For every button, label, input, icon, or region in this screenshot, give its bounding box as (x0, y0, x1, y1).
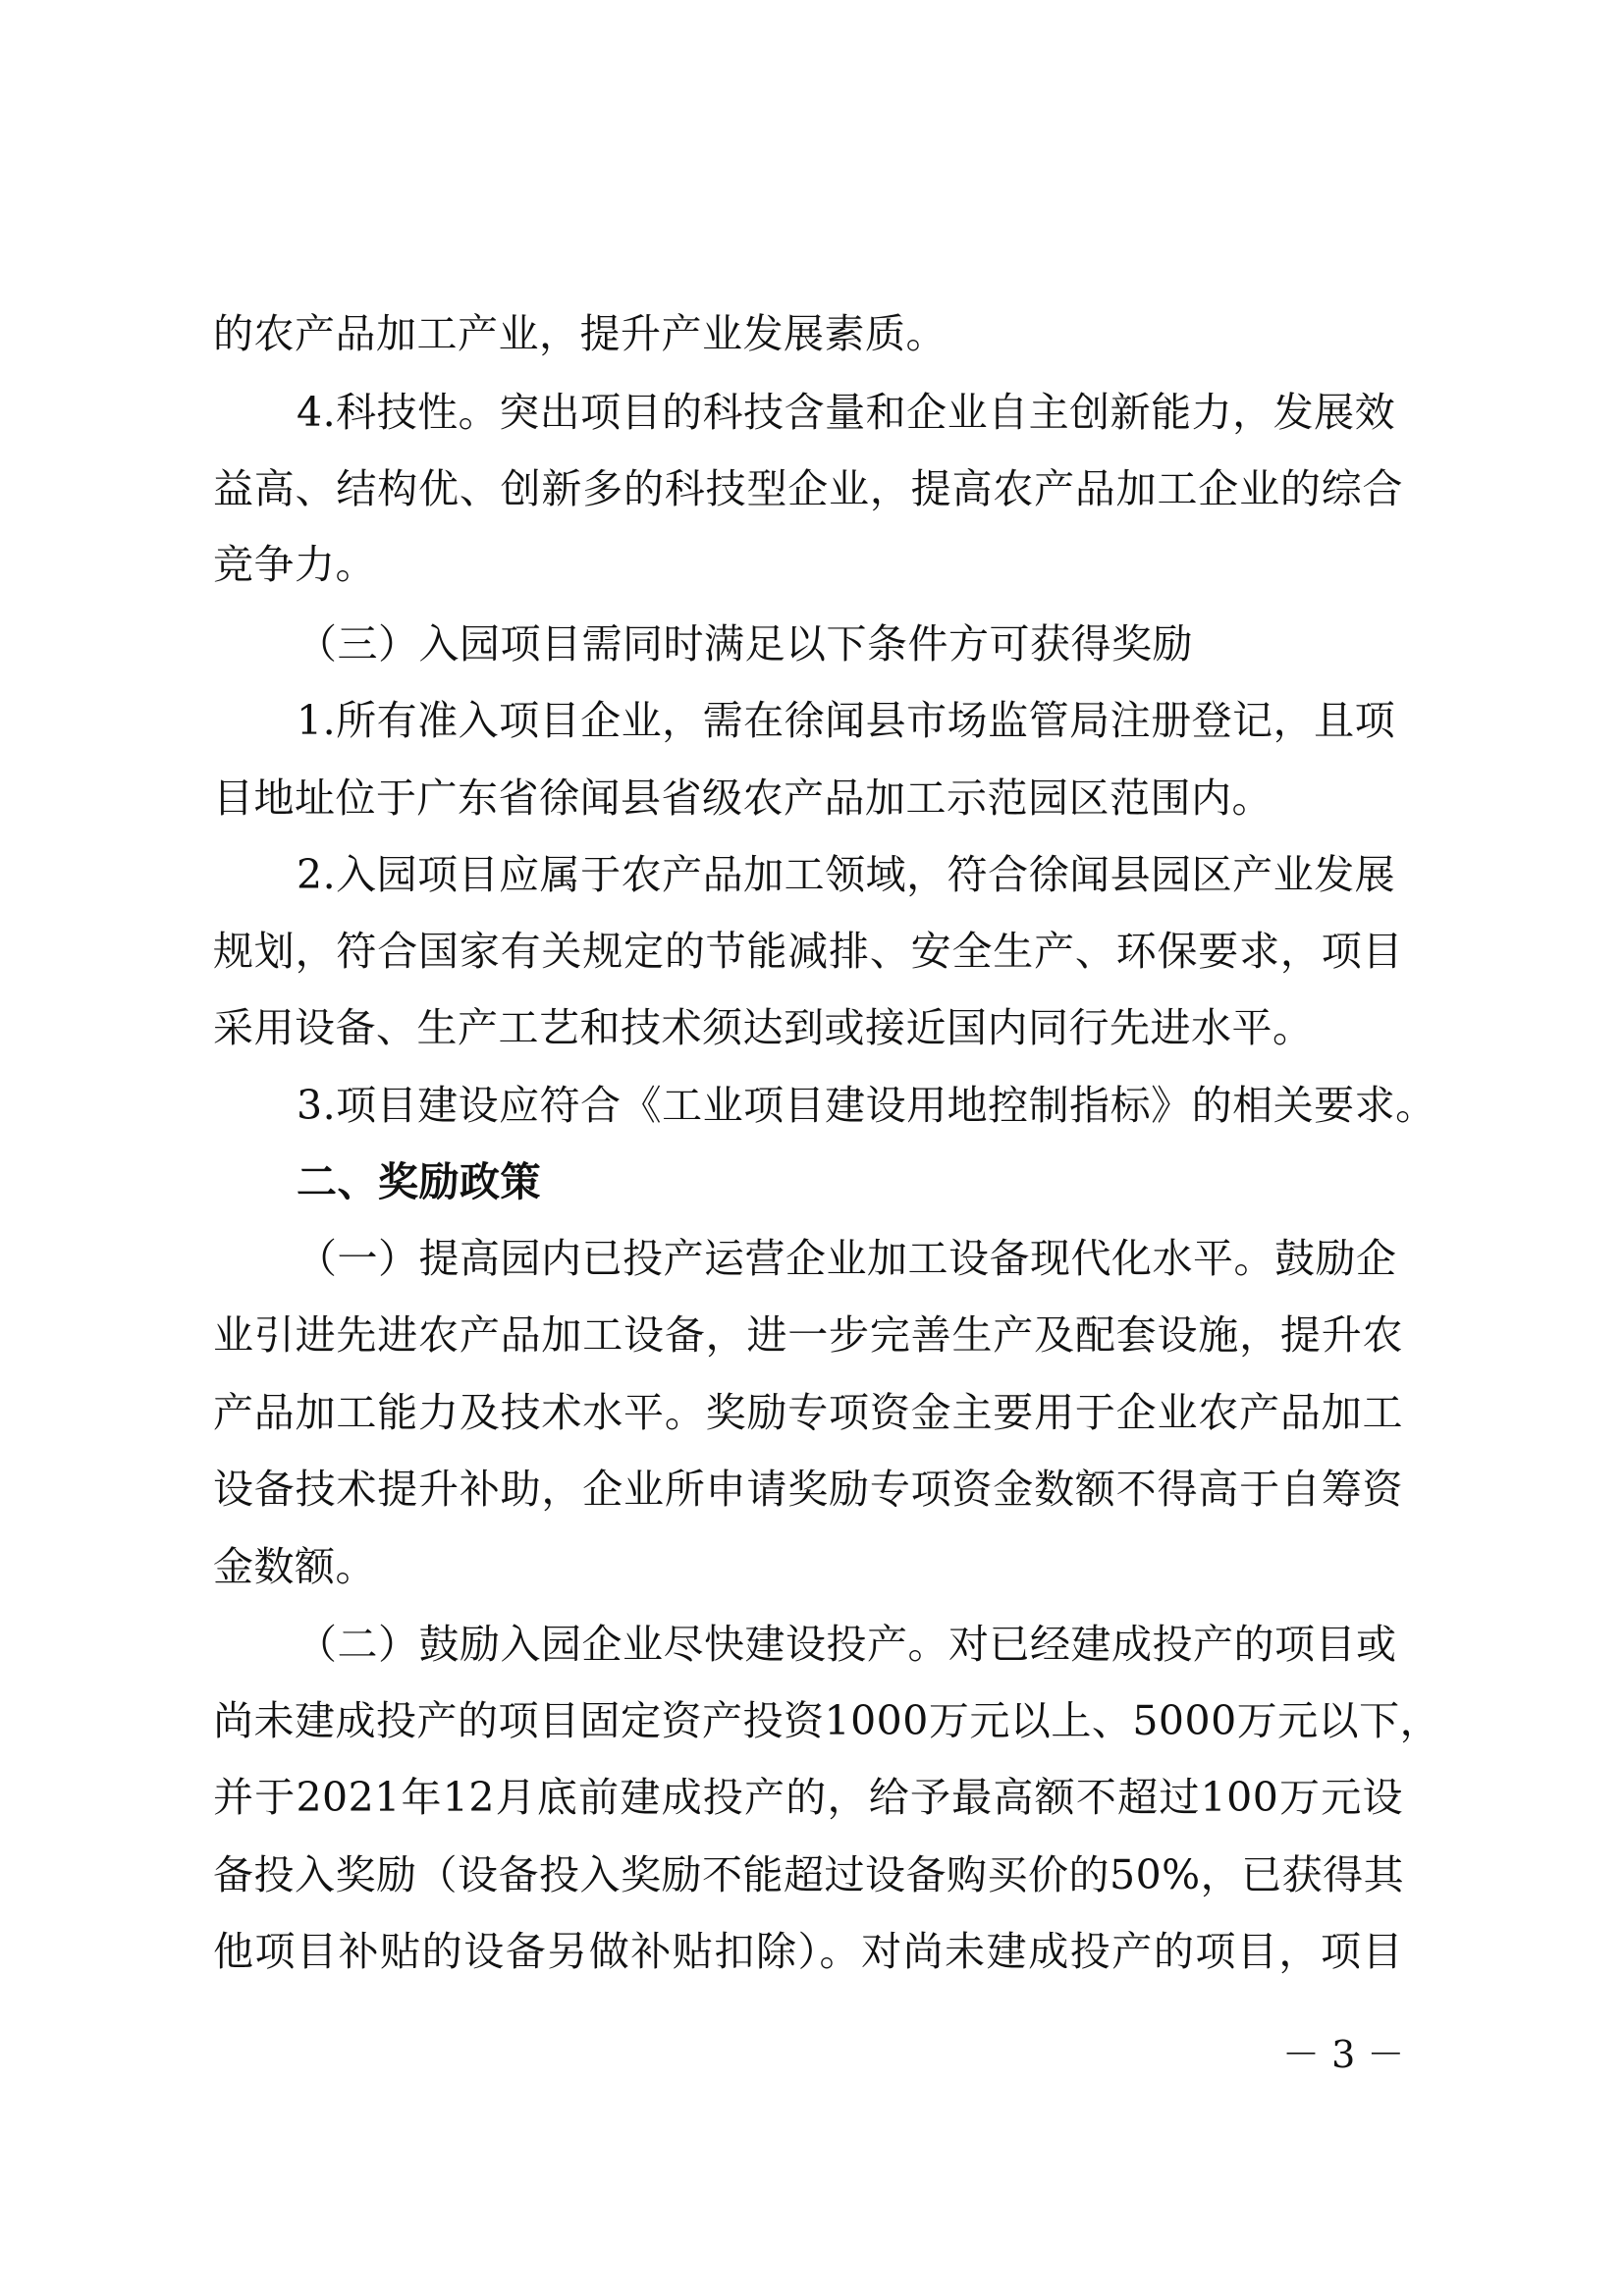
paragraph-line: 竞争力。 (213, 541, 376, 588)
paragraph-line: 目地址位于广东省徐闻县省级农产品加工示范园区范围内。 (213, 774, 1272, 822)
paragraph-line: 业引进先进农产品加工设备，进一步完善生产及配套设施，提升农 (213, 1311, 1403, 1359)
paragraph-line: 采用设备、生产工艺和技术须达到或接近国内同行先进水平。 (213, 1004, 1314, 1051)
paragraph-line: 规划，符合国家有关规定的节能减排、安全生产、环保要求，项目 (213, 928, 1403, 975)
paragraph-line: 1.所有准入项目企业，需在徐闻县市场监管局注册登记，且项 (297, 697, 1396, 744)
paragraph-line: 备投入奖励（设备投入奖励不能超过设备购买价的50%，已获得其 (213, 1851, 1405, 1898)
section-subheading: （三）入园项目需同时满足以下条件方可获得奖励 (297, 620, 1193, 667)
page-number: － 3 － (1282, 2033, 1405, 2076)
paragraph-line: 2.入园项目应属于农产品加工领域，符合徐闻县园区产业发展 (297, 851, 1396, 898)
paragraph-line: 他项目补贴的设备另做补贴扣除）。对尚未建成投产的项目，项目 (213, 1928, 1403, 1975)
paragraph-line: 并于2021年12月底前建成投产的，给予最高额不超过100万元设 (213, 1774, 1403, 1821)
paragraph-line: 金数额。 (213, 1543, 376, 1590)
paragraph-line: 产品加工能力及技术水平。奖励专项资金主要用于企业农产品加工 (213, 1389, 1403, 1436)
paragraph-line: 3.项目建设应符合《工业项目建设用地控制指标》的相关要求。 (297, 1082, 1436, 1129)
paragraph-line: 尚未建成投产的项目固定资产投资1000万元以上、5000万元以下， (213, 1697, 1441, 1744)
paragraph-line: （二）鼓励入园企业尽快建设投产。对已经建成投产的项目或 (297, 1621, 1397, 1668)
paragraph-line: 4.科技性。突出项目的科技含量和企业自主创新能力，发展效 (297, 389, 1396, 436)
section-heading: 二、奖励政策 (297, 1158, 541, 1205)
paragraph-line: （一）提高园内已投产运营企业加工设备现代化水平。鼓励企 (297, 1235, 1397, 1282)
paragraph-line: 设备技术提升补助，企业所申请奖励专项资金数额不得高于自筹资 (213, 1466, 1403, 1513)
paragraph-line: 的农产品加工产业，提升产业发展素质。 (213, 310, 947, 357)
paragraph-line: 益高、结构优、创新多的科技型企业，提高农产品加工企业的综合 (213, 465, 1403, 512)
